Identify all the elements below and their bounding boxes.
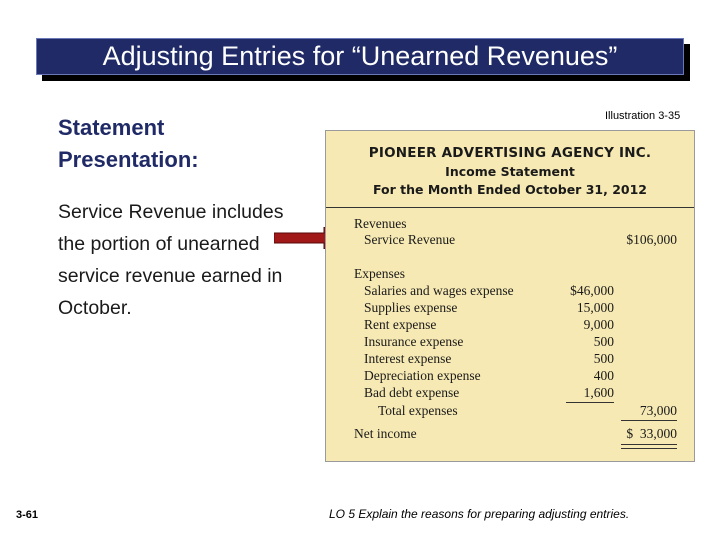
expense-label: Rent expense — [364, 317, 437, 332]
net-income-amount: $ 33,000 — [626, 426, 677, 441]
statement-header — [326, 131, 694, 208]
company-name: PIONEER ADVERTISING AGENCY INC. — [368, 145, 652, 161]
statement-period: For the Month Ended October 31, 2012 — [373, 182, 647, 197]
expense-amount: 500 — [593, 334, 614, 349]
service-revenue-row — [326, 232, 694, 249]
heading-line-2: Presentation: — [58, 147, 199, 172]
statement-name: Income Statement — [445, 164, 575, 179]
learning-objective: LO 5 Explain the reasons for preparing adjusting entries. — [329, 507, 630, 521]
expense-label: Insurance expense — [364, 334, 464, 349]
expense-row — [326, 283, 694, 300]
expense-amount: 9,000 — [583, 317, 614, 332]
expense-row — [326, 300, 694, 317]
expense-row — [326, 368, 694, 385]
expense-amount: $46,000 — [570, 283, 614, 298]
income-statement — [325, 130, 695, 462]
total-underline — [621, 420, 677, 421]
total-expenses-row — [326, 403, 694, 420]
revenues-row — [326, 216, 694, 233]
expense-label: Bad debt expense — [364, 385, 460, 400]
slide-number: 3-61 — [16, 509, 39, 521]
expense-amount: 400 — [593, 368, 614, 383]
expense-label: Interest expense — [364, 351, 452, 366]
body-text: Service Revenue includes the portion of unearned service revenue earned in October. — [58, 201, 284, 319]
net-income-double-underline — [621, 444, 677, 449]
expense-row — [326, 385, 694, 402]
expense-row — [326, 334, 694, 351]
service-revenue-amount: $106,000 — [626, 232, 677, 247]
expenses-label: Expenses — [354, 266, 405, 281]
total-expenses-label: Total expenses — [378, 403, 458, 418]
revenues-label: Revenues — [354, 216, 407, 231]
section-heading — [58, 112, 298, 176]
expense-row — [326, 317, 694, 334]
illustration-label: Illustration 3-35 — [605, 110, 681, 122]
net-income-label: Net income — [354, 426, 417, 441]
net-income-row — [326, 426, 694, 443]
expenses-row — [326, 266, 694, 283]
expense-label: Supplies expense — [364, 300, 458, 315]
slide-title: Adjusting Entries for “Unearned Revenues” — [36, 38, 684, 75]
expense-amount: 15,000 — [576, 300, 614, 315]
expense-row — [326, 351, 694, 368]
service-revenue-label: Service Revenue — [364, 232, 456, 247]
expense-amount: 1,600 — [583, 385, 614, 400]
total-expenses-amount: 73,000 — [639, 403, 677, 418]
expense-label: Depreciation expense — [364, 368, 481, 383]
expense-amount: 500 — [593, 351, 614, 366]
heading-line-1: Statement — [58, 115, 165, 140]
expense-label: Salaries and wages expense — [364, 283, 514, 298]
